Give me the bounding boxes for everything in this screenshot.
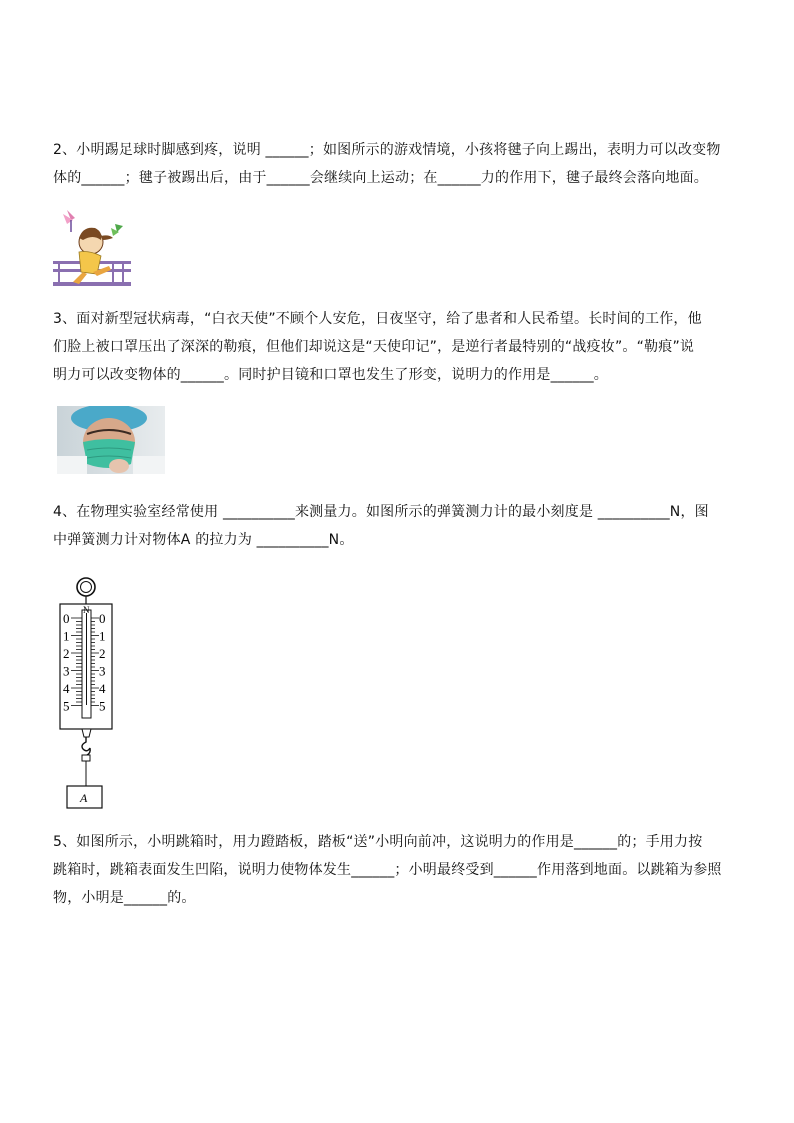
scale-label-left: 0 [63, 611, 70, 626]
scale-label-left: 2 [63, 646, 70, 661]
question-3 [53, 305, 745, 389]
question-4 [53, 498, 745, 554]
question-4-line-1: 4、在物理实验室经常使用 __________来测量力。如图所示的弹簧测力计的最小刻度是 __________N，图 [53, 504, 709, 520]
scale-label-left: 4 [63, 681, 70, 696]
question-5-line-3: 物，小明是______的。 [53, 890, 196, 906]
question-3-line-3: 明力可以改变物体的______。同时护目镜和口罩也发生了形变，说明力的作用是______。 [53, 367, 608, 383]
spring-scale-diagram [53, 577, 123, 812]
unit-label-n: N [83, 605, 90, 615]
question-5-line-2: 跳箱时，跳箱表面发生凹陷，说明力使物体发生______；小明最终受到______作用落到地面。以跳箱为参照 [53, 862, 722, 878]
scale-label-right: 0 [99, 611, 106, 626]
shuttlecock-kicking-illustration [53, 206, 133, 288]
question-2 [53, 136, 745, 192]
nurse-with-mask-photo [57, 406, 165, 474]
question-2-line-2: 体的______；毽子被踢出后，由于______会继续向上运动；在______力的作用下，毽子最终会落向地面。 [53, 170, 708, 186]
question-5 [53, 828, 745, 912]
question-2-line-1: 2、小明踢足球时脚感到疼，说明 ______；如图所示的游戏情境，小孩将毽子向上踢出，表明力可以改变物 [53, 142, 721, 158]
scale-label-right: 1 [99, 628, 106, 644]
question-3-line-2: 们脸上被口罩压出了深深的勒痕，但他们却说这是“天使印记”，是逆行者最特别的“战疫妆”。“勒痕”说 [53, 339, 695, 355]
scale-label-left: 5 [63, 698, 70, 714]
scale-label-right: 3 [99, 663, 106, 679]
scale-label-right: 4 [99, 681, 106, 696]
question-5-line-1: 5、如图所示，小明跳箱时，用力蹬踏板，踏板“送”小明向前冲，这说明力的作用是______的；手用力按 [53, 834, 703, 850]
question-4-line-2: 中弹簧测力计对物体A 的拉力为 __________N。 [53, 532, 354, 548]
scale-label-left: 3 [63, 663, 70, 679]
scale-label-right: 5 [99, 698, 106, 714]
scale-label-right: 2 [99, 646, 106, 661]
object-a-label: A [80, 791, 88, 805]
question-3-line-1: 3、面对新型冠状病毒，“白衣天使”不顾个人安危，日夜坚守，给了患者和人民希望。长时间的工作，他 [53, 311, 702, 327]
scale-label-left: 1 [63, 628, 70, 644]
